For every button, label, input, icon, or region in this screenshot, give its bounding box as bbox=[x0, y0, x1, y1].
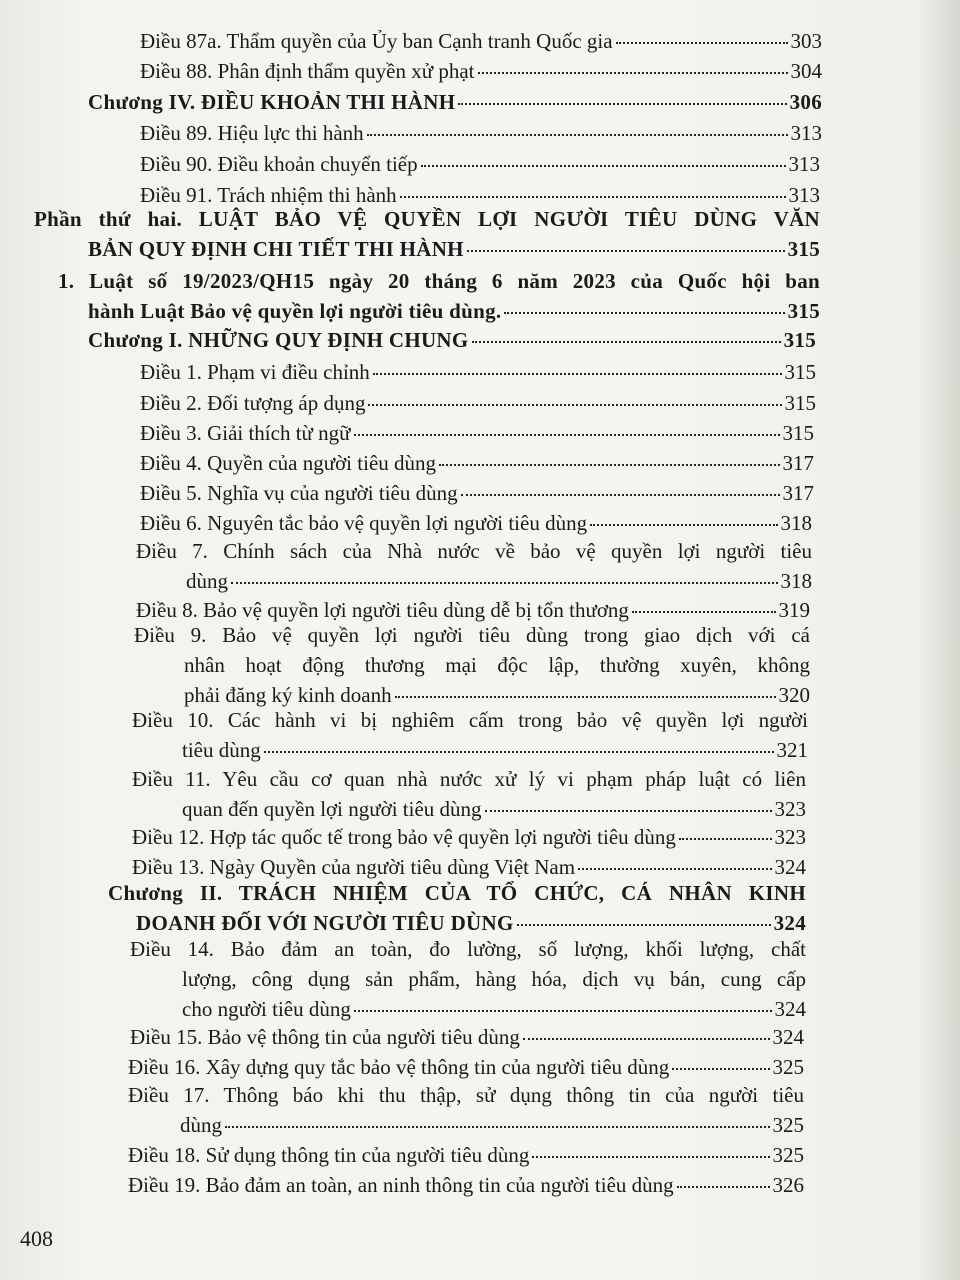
toc-entry bbox=[130, 934, 806, 1024]
toc-entry-title-line: Phần thứ hai. LUẬT BẢO VỆ QUYỀN LỢI NGƯỜI TIÊU DÙNG VĂN bbox=[34, 207, 820, 231]
toc-page-number: 317 bbox=[782, 481, 814, 505]
dot-leader bbox=[532, 1156, 769, 1158]
toc-page-number: 315 bbox=[782, 421, 814, 445]
dot-leader bbox=[400, 196, 786, 198]
toc-entry bbox=[128, 1080, 804, 1140]
toc-entry-title-line: Điều 15. Bảo vệ thông tin của người tiêu dùng bbox=[130, 1025, 520, 1049]
page-number: 408 bbox=[20, 1226, 53, 1251]
toc-entry bbox=[140, 388, 816, 418]
dot-leader bbox=[458, 103, 786, 105]
toc-entry bbox=[140, 357, 816, 387]
dot-leader bbox=[439, 464, 779, 466]
toc-page-number: 315 bbox=[784, 391, 816, 415]
toc-entry-title-line: Chương IV. ĐIỀU KHOẢN THI HÀNH bbox=[88, 90, 456, 114]
dot-leader bbox=[264, 751, 774, 753]
toc-page-number: 325 bbox=[772, 1143, 804, 1167]
toc-page-number: 324 bbox=[773, 911, 806, 935]
toc-page-number: 318 bbox=[780, 569, 812, 593]
toc-entry bbox=[140, 56, 822, 86]
toc-page-number: 313 bbox=[788, 152, 820, 176]
toc-entry-title-line: Điều 88. Phân định thẩm quyền xử phạt bbox=[140, 59, 475, 83]
toc-entry bbox=[128, 1052, 804, 1082]
toc-page-number: 315 bbox=[784, 360, 816, 384]
toc-entry-title-line: Điều 4. Quyền của người tiêu dùng bbox=[140, 451, 437, 475]
toc-page-number: 315 bbox=[787, 237, 820, 261]
toc-entry-title-line: Điều 12. Hợp tác quốc tế trong bảo vệ quyền lợi người tiêu dùng bbox=[132, 825, 676, 849]
toc-page-number: 325 bbox=[772, 1113, 804, 1137]
toc-entry-title-line: Điều 19. Bảo đảm an toàn, an ninh thông tin của người tiêu dùng bbox=[128, 1173, 674, 1197]
toc-page-number: 318 bbox=[780, 511, 812, 535]
toc-entry-title-line: Điều 16. Xây dựng quy tắc bảo vệ thông tin của người tiêu dùng bbox=[128, 1055, 670, 1079]
toc-heading bbox=[108, 878, 806, 938]
toc-entry bbox=[136, 536, 812, 596]
toc-entry-title-line: 1. Luật số 19/2023/QH15 ngày 20 tháng 6 năm 2023 của Quốc hội ban bbox=[58, 269, 820, 293]
toc-entry-title-line: dùng bbox=[186, 569, 228, 593]
toc-entry-title-line: Điều 8. Bảo vệ quyền lợi người tiêu dùng dễ bị tổn thương bbox=[136, 598, 629, 622]
toc-entry bbox=[132, 822, 806, 852]
toc-page-number: 313 bbox=[790, 121, 822, 145]
toc-entry-title-line: Điều 3. Giải thích từ ngữ bbox=[140, 421, 351, 445]
dot-leader bbox=[677, 1186, 770, 1188]
toc-page-number: 321 bbox=[776, 738, 808, 762]
toc-entry bbox=[132, 764, 806, 824]
toc-entry bbox=[128, 1140, 804, 1170]
toc-page-number: 319 bbox=[778, 598, 810, 622]
toc-page-number: 324 bbox=[774, 855, 806, 879]
toc-entry-title-line: Chương II. TRÁCH NHIỆM CỦA TỔ CHỨC, CÁ NHÂN KINH bbox=[108, 881, 806, 905]
toc-entry-title-line: Điều 14. Bảo đảm an toàn, đo lường, số lượng, khối lượng, chất bbox=[130, 937, 806, 961]
toc-entry-title-line: hành Luật Bảo vệ quyền lợi người tiêu dùng. bbox=[88, 299, 502, 323]
toc-entry bbox=[140, 418, 814, 448]
toc-entry-title-line: Điều 87a. Thẩm quyền của Ủy ban Cạnh tranh Quốc gia bbox=[140, 29, 613, 53]
toc-page-number: 320 bbox=[778, 683, 810, 707]
toc-page-number: 325 bbox=[772, 1055, 804, 1079]
dot-leader bbox=[225, 1126, 770, 1128]
dot-leader bbox=[461, 494, 780, 496]
dot-leader bbox=[421, 165, 786, 167]
dot-leader bbox=[672, 1068, 769, 1070]
toc-entry-title-line: Điều 9. Bảo vệ quyền lợi người tiêu dùng trong giao dịch với cá bbox=[134, 623, 810, 647]
dot-leader bbox=[231, 582, 778, 584]
page-edge bbox=[918, 0, 960, 1280]
toc-entry-title-line: Điều 6. Nguyên tắc bảo vệ quyền lợi người tiêu dùng bbox=[140, 511, 588, 535]
dot-leader bbox=[354, 1010, 772, 1012]
toc-entry-title-line: quan đến quyền lợi người tiêu dùng bbox=[182, 797, 482, 821]
toc-page-number: 313 bbox=[788, 183, 820, 207]
toc-entry-title-line: Điều 89. Hiệu lực thi hành bbox=[140, 121, 364, 145]
toc-page-number: 304 bbox=[790, 59, 822, 83]
toc-page-number: 306 bbox=[789, 90, 822, 114]
toc-entry-title-line: BẢN QUY ĐỊNH CHI TIẾT THI HÀNH bbox=[88, 237, 464, 261]
toc-entry-title-line: tiêu dùng bbox=[182, 738, 261, 762]
toc-entry bbox=[140, 26, 822, 56]
dot-leader bbox=[578, 868, 771, 870]
dot-leader bbox=[590, 524, 777, 526]
dot-leader bbox=[517, 924, 771, 926]
dot-leader bbox=[467, 250, 785, 252]
toc-entry-title-line: Điều 5. Nghĩa vụ của người tiêu dùng bbox=[140, 481, 458, 505]
toc-entry bbox=[140, 478, 814, 508]
toc-page-number: 323 bbox=[774, 825, 806, 849]
toc-heading bbox=[88, 325, 816, 355]
toc-heading bbox=[58, 266, 820, 326]
toc-entry-title-line: Điều 7. Chính sách của Nhà nước về bảo vệ quyền lợi người tiêu bbox=[136, 539, 812, 563]
toc-entry bbox=[140, 448, 814, 478]
toc-entry-title-line: Điều 1. Phạm vi điều chỉnh bbox=[140, 360, 370, 384]
dot-leader bbox=[395, 696, 776, 698]
toc-entry bbox=[140, 508, 812, 538]
toc-page-number: 323 bbox=[774, 797, 806, 821]
toc-entry-title-line: Điều 90. Điều khoản chuyển tiếp bbox=[140, 152, 418, 176]
toc-page-number: 326 bbox=[772, 1173, 804, 1197]
dot-leader bbox=[485, 810, 772, 812]
toc-entry-title-line: lượng, công dụng sản phẩm, hàng hóa, dịch vụ bán, cung cấp bbox=[182, 967, 806, 991]
toc-heading bbox=[88, 87, 822, 117]
toc-page-number: 324 bbox=[774, 997, 806, 1021]
dot-leader bbox=[472, 341, 781, 343]
toc-entry bbox=[132, 705, 808, 765]
dot-leader bbox=[523, 1038, 770, 1040]
toc-page-number: 303 bbox=[790, 29, 822, 53]
dot-leader bbox=[616, 42, 788, 44]
toc-entry-title-line: dùng bbox=[180, 1113, 222, 1137]
toc-entry bbox=[134, 620, 810, 710]
dot-leader bbox=[478, 72, 788, 74]
dot-leader bbox=[368, 404, 781, 406]
toc-entry-title-line: Điều 11. Yêu cầu cơ quan nhà nước xử lý vi phạm pháp luật có liên bbox=[132, 767, 806, 791]
dot-leader bbox=[373, 373, 782, 375]
toc-heading bbox=[34, 204, 820, 264]
toc-entry-title-line: phải đăng ký kinh doanh bbox=[184, 683, 392, 707]
toc-entry-title-line: Điều 17. Thông báo khi thu thập, sử dụng thông tin của người tiêu bbox=[128, 1083, 804, 1107]
toc-entry-title-line: Điều 13. Ngày Quyền của người tiêu dùng Việt Nam bbox=[132, 855, 576, 879]
toc-entry-title-line: Điều 10. Các hành vi bị nghiêm cấm trong bảo vệ quyền lợi người bbox=[132, 708, 808, 732]
toc-entry-title-line: nhân hoạt động thương mại độc lập, thường xuyên, không bbox=[184, 653, 810, 677]
dot-leader bbox=[504, 312, 784, 314]
dot-leader bbox=[632, 611, 776, 613]
toc-entry bbox=[130, 1022, 804, 1052]
toc-page-number: 324 bbox=[772, 1025, 804, 1049]
dot-leader bbox=[367, 134, 788, 136]
dot-leader bbox=[679, 838, 772, 840]
toc-entry-title-line: Điều 2. Đối tượng áp dụng bbox=[140, 391, 366, 415]
toc-page-number: 317 bbox=[782, 451, 814, 475]
toc-entry-title-line: Điều 18. Sử dụng thông tin của người tiêu dùng bbox=[128, 1143, 530, 1167]
toc-entry-title-line: DOANH ĐỐI VỚI NGƯỜI TIÊU DÙNG bbox=[136, 911, 514, 935]
dot-leader bbox=[354, 434, 780, 436]
toc-entry bbox=[140, 149, 820, 179]
toc-page-number: 315 bbox=[783, 328, 816, 352]
toc-page-number: 315 bbox=[787, 299, 820, 323]
toc-entry-title-line: cho người tiêu dùng bbox=[182, 997, 351, 1021]
toc-entry-title-line: Chương I. NHỮNG QUY ĐỊNH CHUNG bbox=[88, 328, 469, 352]
toc-entry-title-line: Điều 91. Trách nhiệm thi hành bbox=[140, 183, 397, 207]
toc-entry bbox=[128, 1170, 804, 1200]
toc-entry bbox=[140, 118, 822, 148]
